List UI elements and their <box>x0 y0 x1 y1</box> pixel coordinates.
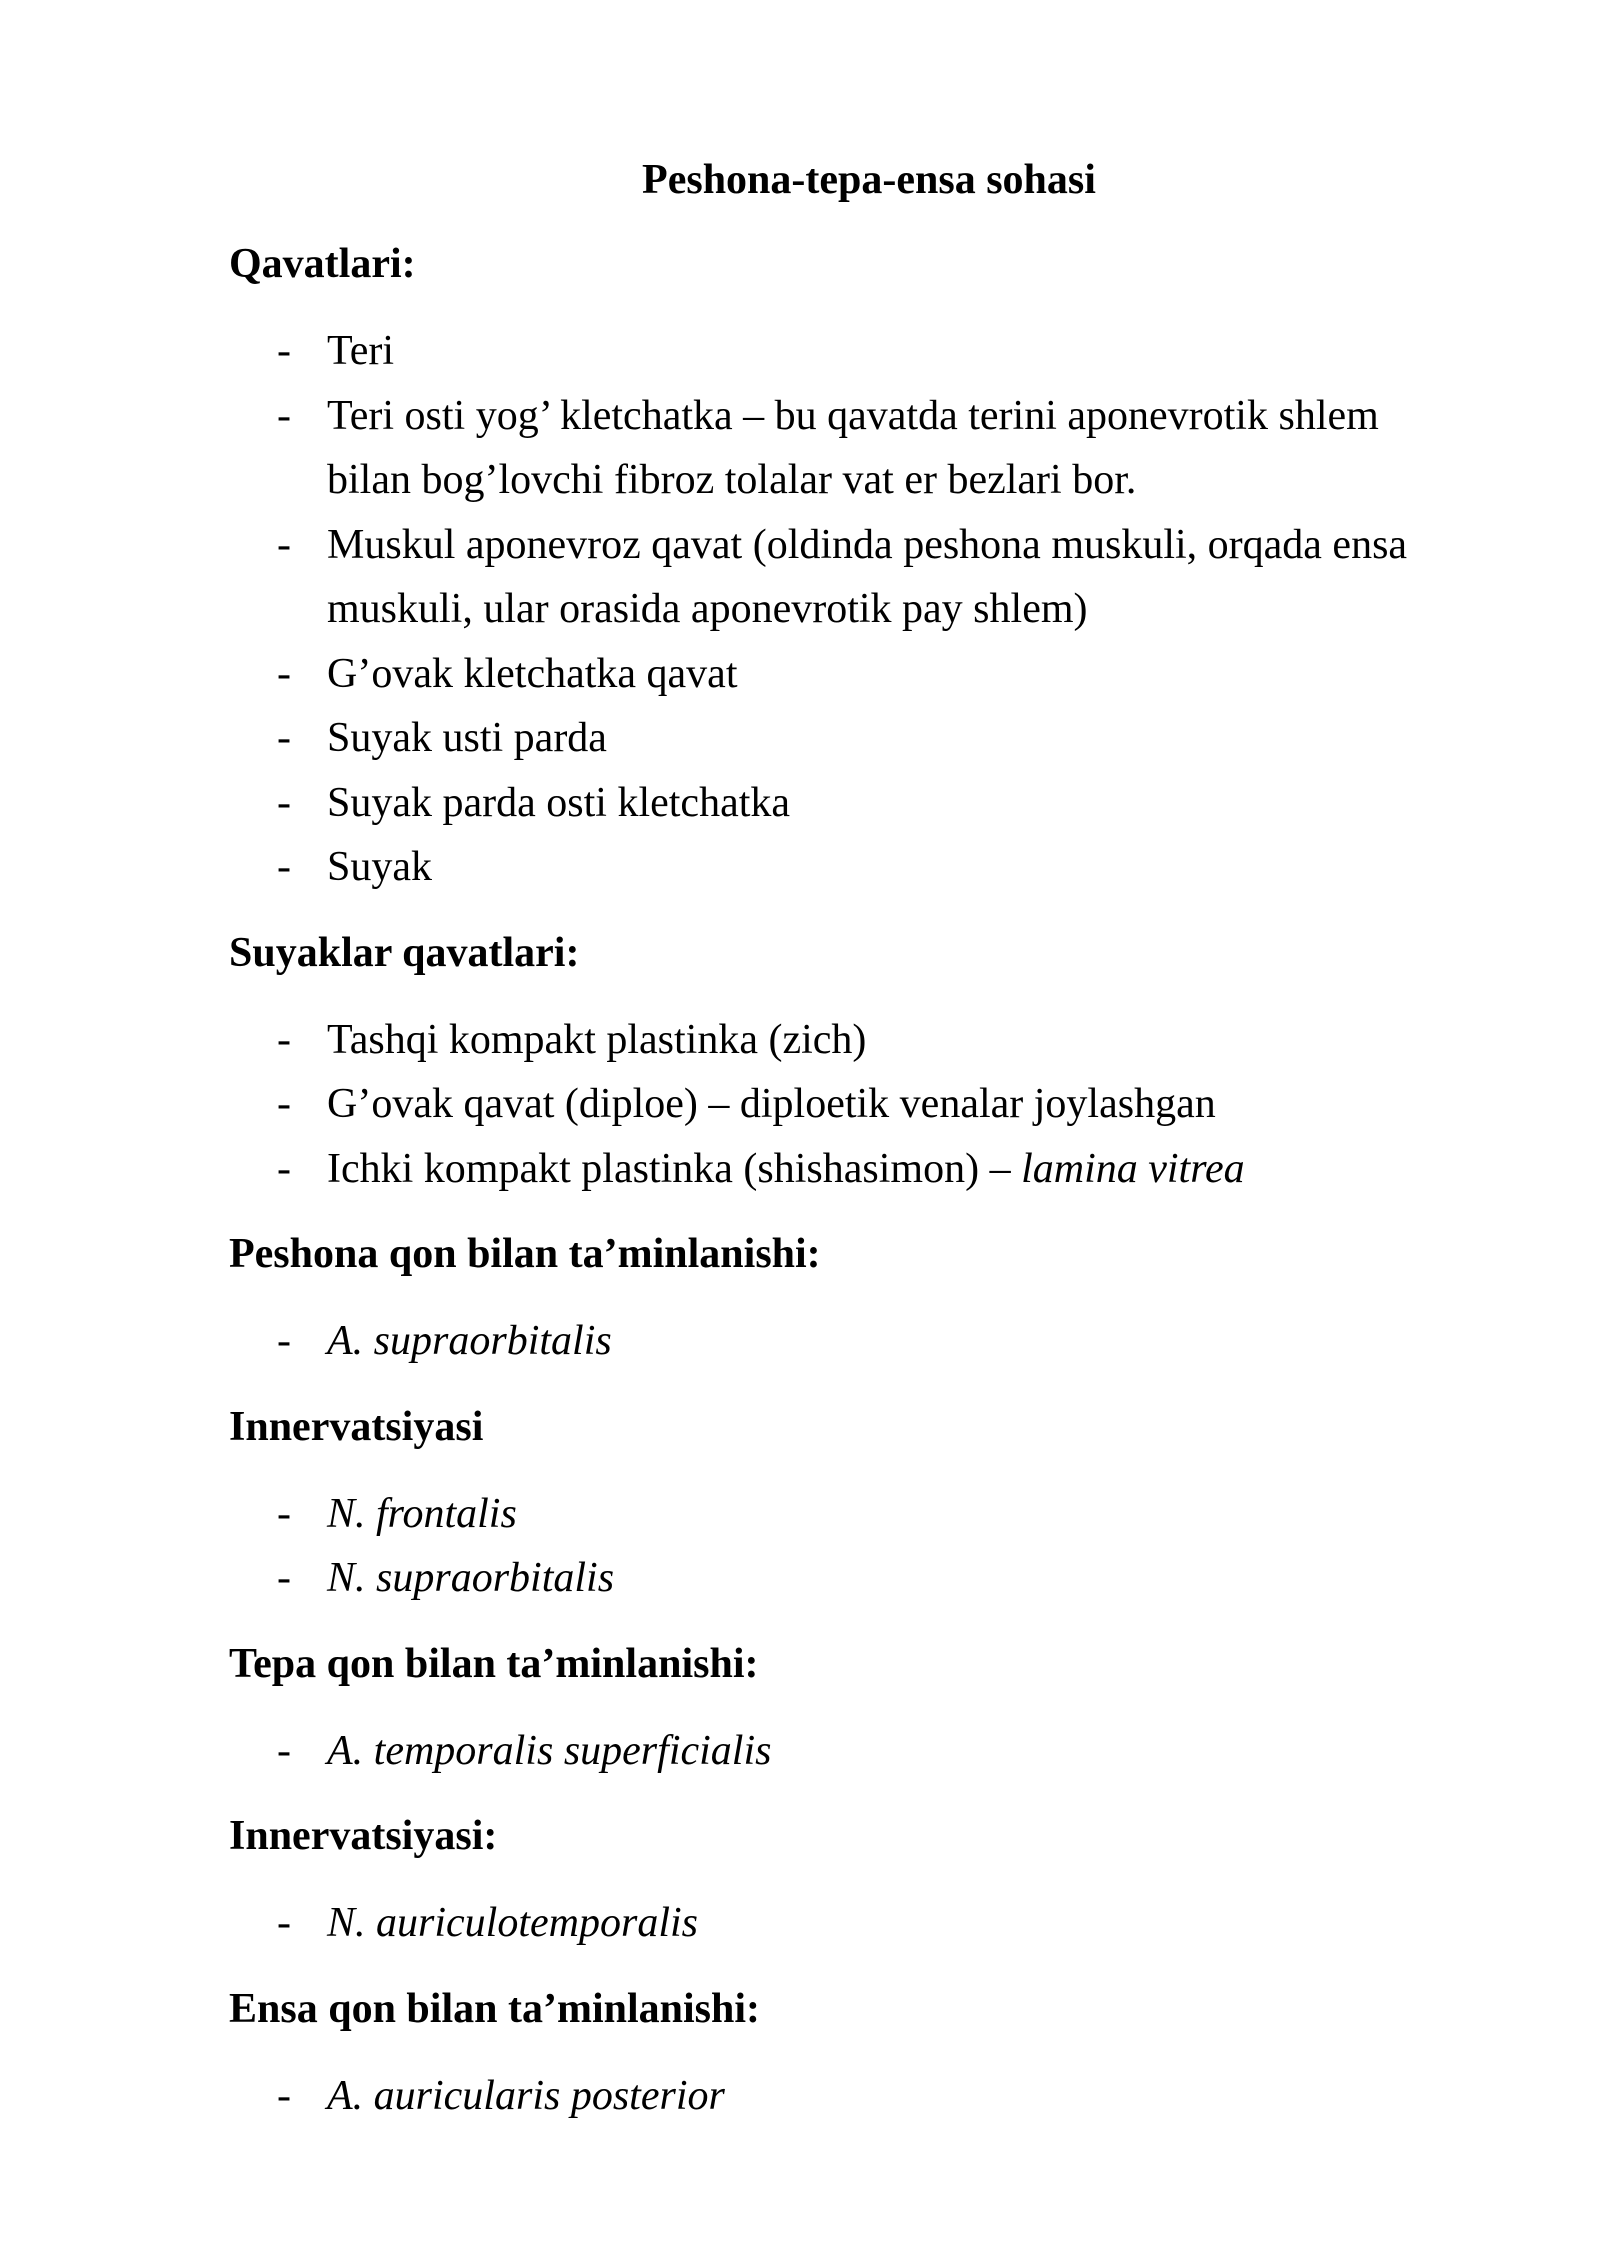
bullet-dash: - <box>277 779 291 826</box>
list-item <box>229 771 1469 836</box>
bullet-dash: - <box>277 844 291 890</box>
item-text: Suyak usti parda <box>327 715 607 761</box>
list-item <box>229 706 1469 771</box>
item-text: Teri <box>327 328 395 374</box>
item-text: Suyak parda osti kletchatka <box>327 779 791 826</box>
bullet-dash: - <box>277 392 291 439</box>
item-italic-term: A. supraorbitalis <box>327 1318 612 1364</box>
list-item <box>229 642 1469 707</box>
item-text: Suyak <box>327 844 432 890</box>
bullet-dash: - <box>277 2072 291 2119</box>
list-innervatsiyasi-peshona <box>229 1482 1469 1611</box>
bullet-dash: - <box>277 1145 291 1192</box>
list-item <box>229 1137 1469 1202</box>
item-italic-term: N. supraorbitalis <box>327 1555 615 1601</box>
item-italic-term: A. temporalis superficialis <box>327 1727 772 1774</box>
item-italic-term: N. frontalis <box>327 1490 517 1537</box>
section-heading-peshona-qon: Peshona qon bilan ta’minlanishi: <box>229 1231 821 1277</box>
section-heading-tepa-qon: Tepa qon bilan ta’minlanishi: <box>229 1640 759 1687</box>
list-qavatlari <box>229 319 1469 900</box>
list-item <box>229 384 1469 513</box>
section-heading-suyaklar-qavatlari: Suyaklar qavatlari: <box>229 929 580 976</box>
bullet-dash: - <box>277 1900 291 1946</box>
bullet-dash: - <box>277 650 291 697</box>
section-heading-innervatsiyasi-tepa: Innervatsiyasi: <box>229 1813 498 1859</box>
list-peshona-qon <box>229 1309 1469 1374</box>
item-italic-term: lamina vitrea <box>1021 1145 1245 1192</box>
list-item <box>229 1891 1469 1956</box>
list-suyaklar-qavatlari <box>229 1008 1469 1202</box>
bullet-dash: - <box>277 715 291 761</box>
item-text: G’ovak qavat (diploe) – diploetik venalar joylashgan <box>327 1081 1216 1127</box>
section-heading-innervatsiyasi-peshona: Innervatsiyasi <box>229 1403 484 1450</box>
list-item <box>229 1482 1469 1547</box>
bullet-dash: - <box>277 328 291 374</box>
document-page <box>229 150 1469 2151</box>
list-item <box>229 2064 1469 2129</box>
list-item <box>229 1546 1469 1611</box>
item-italic-term: N. auriculotemporalis <box>327 1900 699 1946</box>
item-text: Tashqi kompakt plastinka (zich) <box>327 1016 867 1063</box>
document-title: Peshona-tepa-ensa sohasi <box>642 157 1096 203</box>
section-heading-qavatlari: Qavatlari: <box>229 241 416 287</box>
list-item <box>229 1072 1469 1137</box>
bullet-dash: - <box>277 1081 291 1127</box>
bullet-dash: - <box>277 1016 291 1063</box>
list-item <box>229 1309 1469 1374</box>
list-ensa-qon <box>229 2064 1469 2129</box>
list-innervatsiyasi-tepa <box>229 1891 1469 1956</box>
list-tepa-qon <box>229 1719 1469 1784</box>
list-item <box>229 1008 1469 1073</box>
list-item <box>229 835 1469 900</box>
list-item <box>229 1719 1469 1784</box>
bullet-dash: - <box>277 1727 291 1774</box>
item-text: Muskul aponevroz qavat (oldinda peshona muskuli, orqada ensa muskuli, ular orasida aponevrotik pay shlem) <box>327 521 1408 632</box>
bullet-dash: - <box>277 521 291 568</box>
section-heading-ensa-qon: Ensa qon bilan ta’minlanishi: <box>229 1985 761 2032</box>
bullet-dash: - <box>277 1490 291 1537</box>
bullet-dash: - <box>277 1318 291 1364</box>
item-italic-term: A. auricularis posterior <box>327 2072 725 2119</box>
item-text: Teri osti yog’ kletchatka – bu qavatda terini aponevrotik shlem bilan bog’lovchi fibroz tolalar vat er bezlari bor. <box>327 392 1379 503</box>
list-item <box>229 319 1469 384</box>
item-text: G’ovak kletchatka qavat <box>327 650 738 697</box>
bullet-dash: - <box>277 1555 291 1601</box>
item-text: Ichki kompakt plastinka (shishasimon) – <box>327 1145 1022 1192</box>
list-item <box>229 513 1469 642</box>
